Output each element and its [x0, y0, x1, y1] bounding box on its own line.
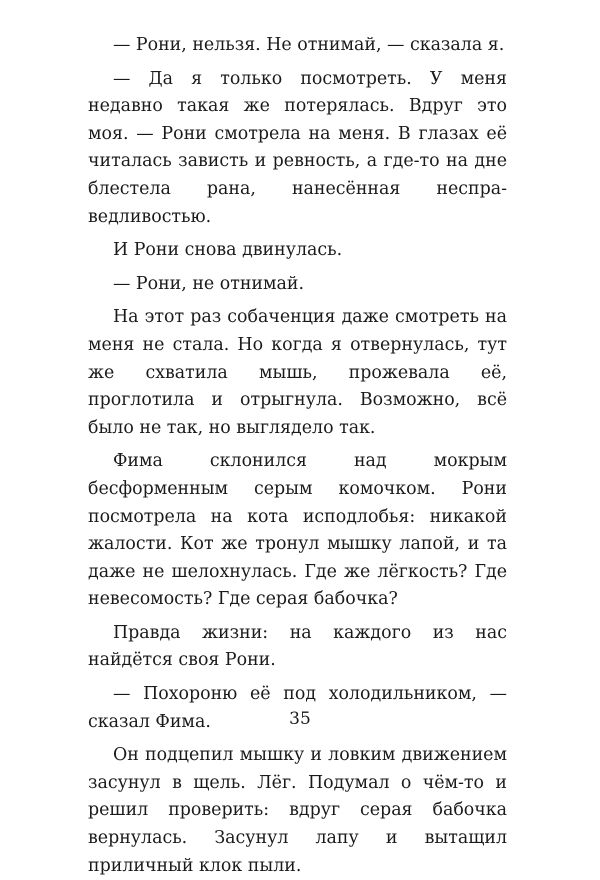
page-number: 35: [289, 709, 311, 729]
paragraph: Правда жизни: на каждого из нас найдётся своя Рони.: [88, 622, 507, 671]
paragraph: На этот раз собаченция даже смотреть на меня не стала. Но когда я отвернулась, тут же схватила мышь, прожевала её, проглотила и отрыгнула. Возможно, всё было не так, но выглядело так.: [88, 307, 507, 438]
paragraph: Он подцепил мышку и ловким движением засунул в щель. Лёг. Подумал о чём-то и решил проверить: вдруг серая бабочка вернулась. Засунул лапу и вытащил приличный клок пыли.: [88, 745, 507, 876]
paragraph: — Рони, не отнимай.: [113, 273, 305, 294]
paragraph: — Да я только посмотреть. У меня недавно такая же потерялась. Вдруг это моя. — Рони смотрела на меня. В глазах её читалась зависть и ревность, а где-то на дне блестела рана, нанесённая несправедливостью.: [88, 68, 507, 227]
paragraph: — Рони, нельзя. Не отнимай, — сказала я.: [113, 35, 505, 55]
paragraph: — Похороню её под холодильником, — сказал Фима.: [88, 684, 507, 732]
paragraph: Фима склонился над мокрым бесформенным серым комочком. Рони посмотрела на кота исподлобья: никакой жалости. Кот же тронул мышку лапой, и та даже не шелохнулась. Где же лёгкость? Где невесомость? Где серая бабочка?: [88, 451, 507, 610]
body-text: [88, 32, 507, 880]
paragraph: И Рони снова двинулась.: [113, 240, 343, 261]
